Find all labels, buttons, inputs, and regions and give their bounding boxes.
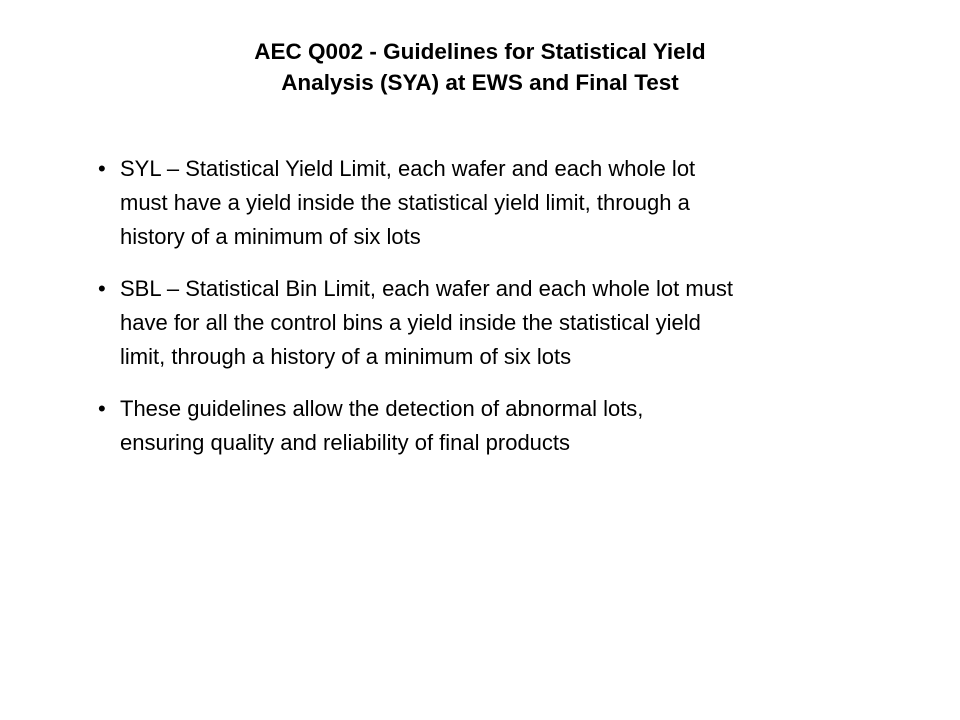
bullet-dot-icon: • [98,276,106,301]
bullet-item-syl [98,152,888,254]
bullet-line: SBL – Statistical Bin Limit, each wafer and each whole lot must [120,276,734,301]
bullet-text [120,152,888,254]
bullet-dot-icon: • [98,156,106,181]
bullet-line: ensuring quality and reliability of final products [120,430,571,455]
bullet-line: These guidelines allow the detection of abnormal lots, [120,396,644,421]
slide-title-line: Analysis (SYA) at EWS and Final Test [281,70,679,95]
bullet-line: history of a minimum of six lots [120,224,421,249]
slide-title-line: AEC Q002 - Guidelines for Statistical Yield [254,39,706,64]
bullet-list [98,152,888,478]
bullet-text [120,392,888,460]
bullet-dot-icon: • [98,396,106,421]
bullet-line: have for all the control bins a yield inside the statistical yield [120,310,701,335]
bullet-line: must have a yield inside the statistical yield limit, through a [120,190,690,215]
bullet-line: limit, through a history of a minimum of six lots [120,344,572,369]
bullet-text [120,272,888,374]
bullet-item-sbl [98,272,888,374]
bullet-item-guidelines [98,392,888,460]
bullet-line: SYL – Statistical Yield Limit, each wafer and each whole lot [120,156,696,181]
slide-title [90,36,870,98]
